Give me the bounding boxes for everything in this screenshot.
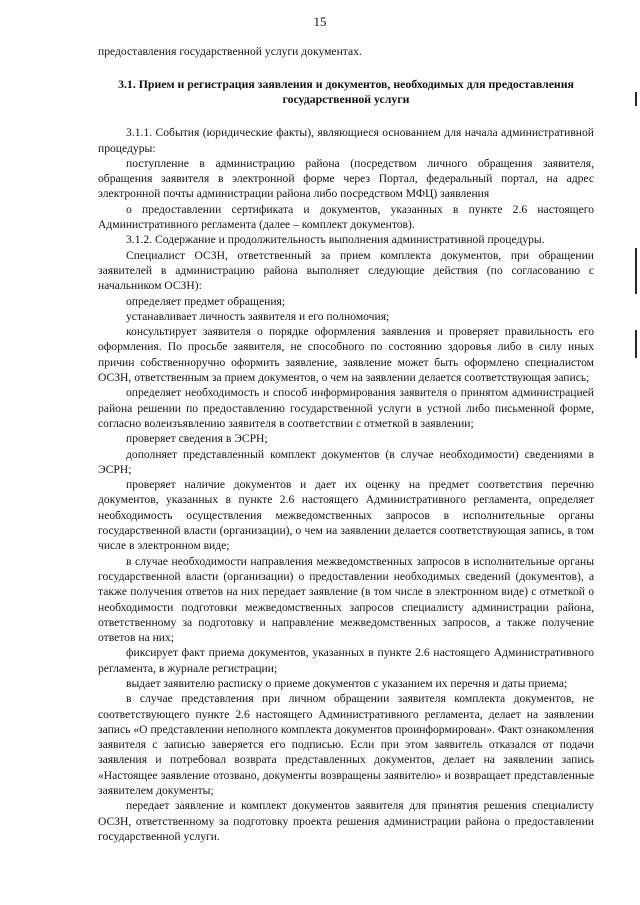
list-item: проверяет сведения в ЭСРН;: [126, 432, 268, 446]
list-item: устанавливает личность заявителя и его полномочия;: [126, 309, 390, 323]
paragraph: Специалист ОСЗН, ответственный за прием комплекта документов, при обращении заявителей в администрацию района выполняет следующие действия (по согласованию с начальником ОСЗН):: [98, 248, 594, 293]
list-item: передает заявление и комплект документов заявителя для принятия решения специалисту ОСЗН, ответственному за подготовку проекта решения администрации района о предоставлении государственной услуги.: [98, 799, 594, 843]
list-item: в случае представления при личном обращении заявителя комплекта документов, не соответствующего пункте 2.6 настоящего Административного регламента, делает на заявлении запись «О представлении неполного комплекта документов проинформирован». Факт ознакомления заявителя с записью заверяется его подписью. Если при этом заявитель отказался от подачи заявления и потребовал возврата представленных документов, делает на заявлении запись «Настоящее заявление отозвано, документы возвращены заявителю» и возвращает представленные заявителем документы;: [98, 692, 594, 798]
list-item: фиксирует факт приема документов, указанных в пункте 2.6 настоящего Административного регламента, в журнале регистрации;: [98, 646, 594, 675]
list-item: дополняет представленный комплект документов (в случае необходимости) сведениями в ЭСРН;: [98, 447, 594, 476]
page-number: 15: [313, 14, 327, 29]
section-title: 3.1. Прием и регистрация заявления и документов, необходимых для предоставления государственной услуги: [118, 77, 574, 107]
list-item: определяет предмет обращения;: [126, 294, 286, 308]
lead-text: предоставления государственной услуги документах.: [98, 45, 362, 58]
list-item: выдает заявителю расписку о приеме документов с указанием их перечня и даты приема;: [126, 676, 568, 690]
paragraph: о предоставлении сертификата и документов, указанных в пункте 2.6 настоящего Административного регламента (далее – комплект документов).: [98, 202, 594, 232]
paragraph: поступление в администрацию района (посредством личного обращения заявителя, обращения заявителя в электронной форме через Портал, федеральный портал, на адрес электронной почты администрации района либо посредством МФЦ) заявления: [98, 156, 594, 201]
document-body: [98, 44, 594, 844]
scan-edge-mark: [635, 248, 637, 294]
paragraph-3-1-1: 3.1.1. События (юридические факты), являющиеся основанием для начала административной процедуры:: [98, 126, 594, 155]
scan-edge-mark: [635, 330, 637, 358]
list-item: проверяет наличие документов и дает их оценку на предмет соответствия перечню документов, указанных в пункте 2.6 настоящего Административного регламента, определяет необходимость осуществления межведомственных запросов в исполнительные органы государственной власти (организации), о чем на заявлении делается соответствующая запись, в том числе в электронном виде;: [98, 478, 594, 553]
list-item: в случае необходимости направления межведомственных запросов в исполнительные органы государственной власти (организации) о предоставлении необходимых сведений (документов), а также получения ответов на них передает заявление (в том числе в электронном виде) с отметкой о необходимости подготовки межведомственных запросов специалисту администрации района, ответственному за подготовку и направление межведомственных запросов, а также получение ответов на них;: [98, 554, 594, 645]
scan-edge-mark: [635, 92, 637, 106]
list-item: консультирует заявителя о порядке оформления заявления и проверяет правильность его оформления. По просьбе заявителя, не способного по состоянию здоровья либо в силу иных причин собственноручно оформить заявление, заявление может быть оформлено специалистом ОСЗН, ответственным за прием документов, о чем на заявлении делается соответствующая запись;: [98, 325, 594, 385]
list-item: определяет необходимость и способ информирования заявителя о принятом администрацией района решении по предоставлению государственной услуги в устной либо письменной форме, согласно волеизъявлению заявителя в соответствии с отметкой в заявлении;: [98, 386, 594, 430]
paragraph-3-1-2: 3.1.2. Содержание и продолжительность выполнения административной процедуры.: [126, 233, 545, 247]
